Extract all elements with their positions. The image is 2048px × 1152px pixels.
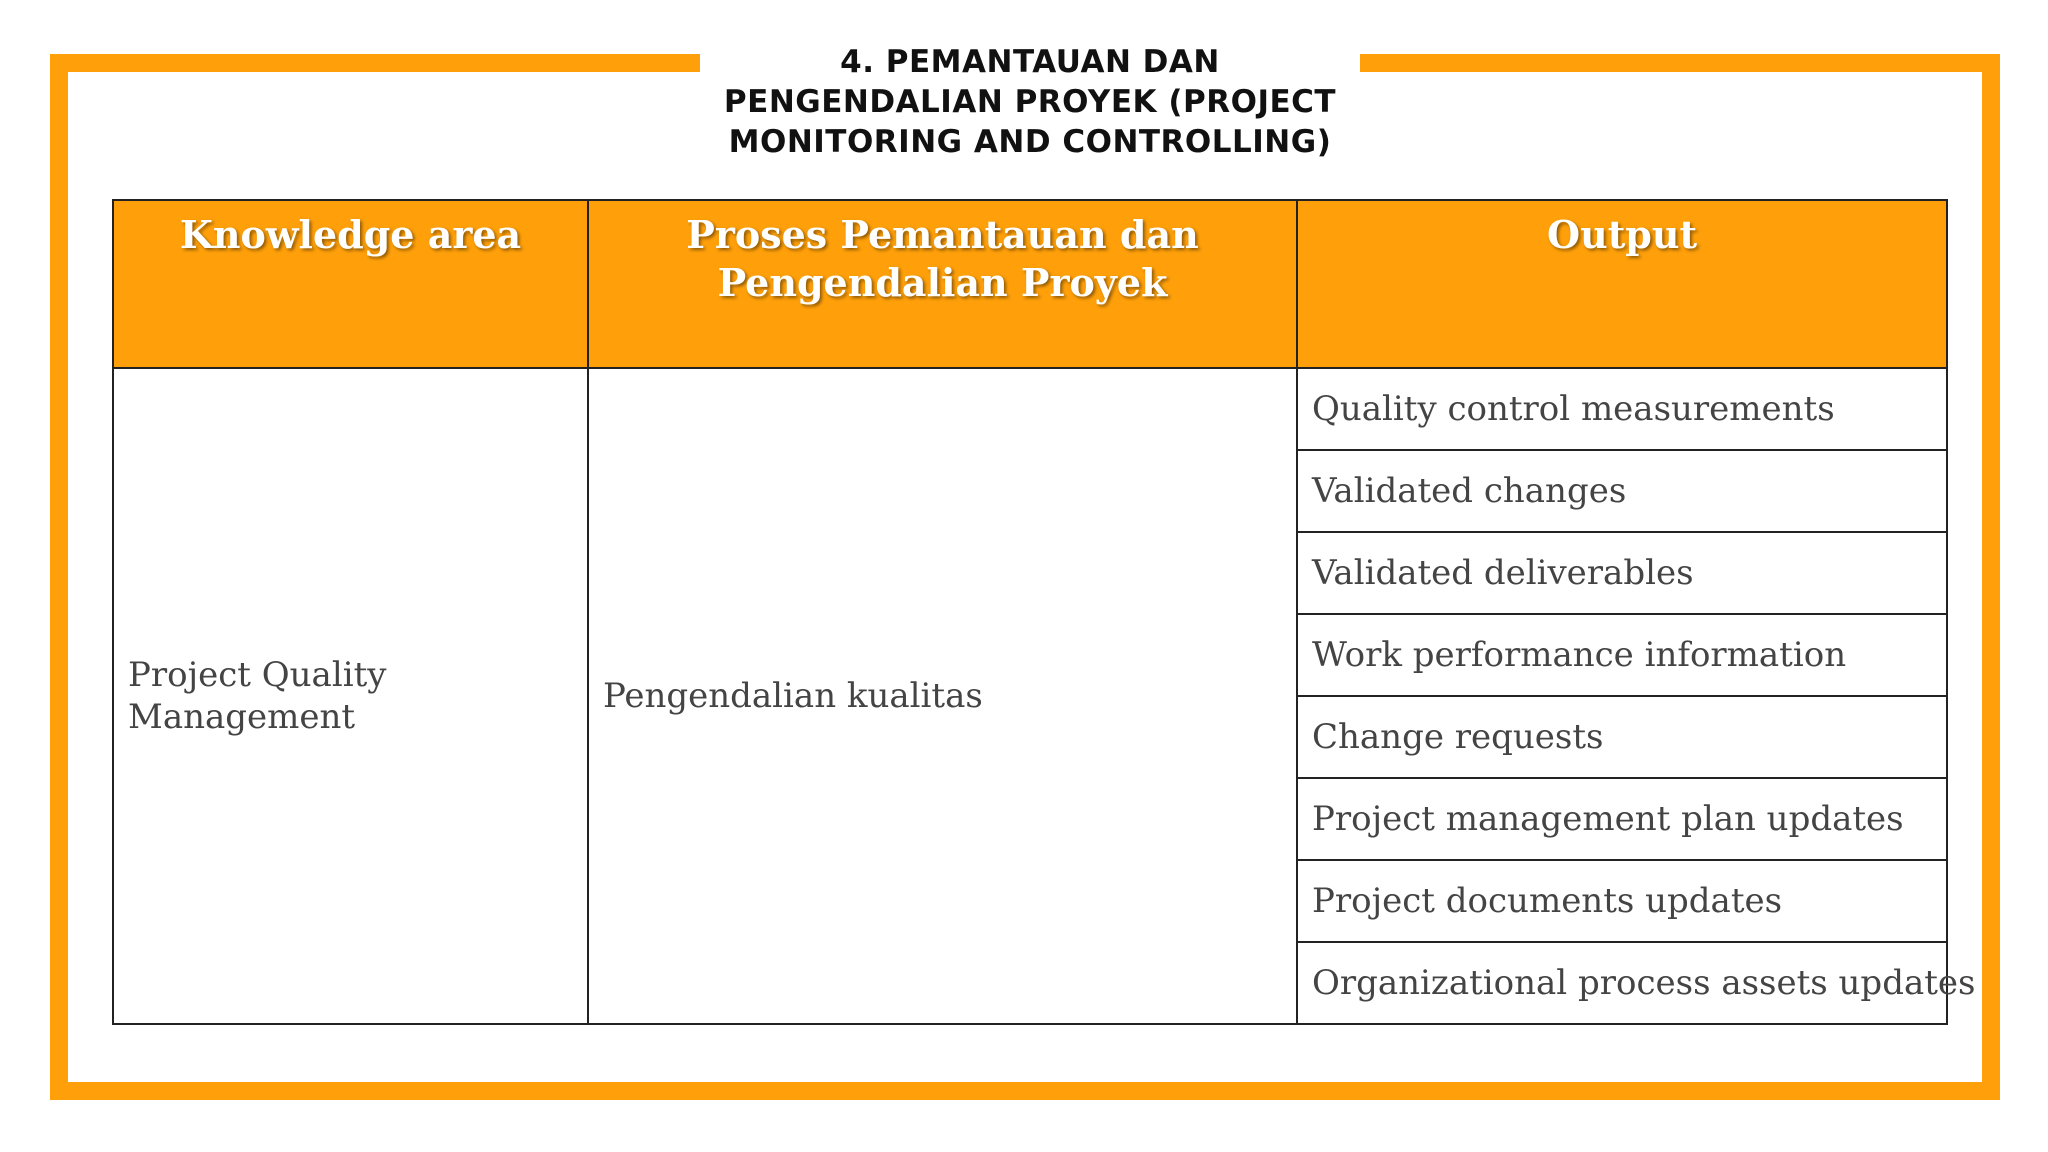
header-output-label: Output (1546, 212, 1698, 257)
output-cell: Validated deliverables (1297, 532, 1947, 614)
slide-title-line-3: MONITORING AND CONTROLLING) (728, 124, 1332, 160)
header-output (1297, 200, 1947, 368)
header-knowledge-area (113, 200, 588, 368)
knowledge-area-text-line-2: Management (128, 697, 356, 737)
knowledge-area-text-line-1: Project Quality (128, 655, 387, 695)
slide-title (700, 42, 1360, 162)
output-cell: Project management plan updates (1297, 778, 1947, 860)
output-cell: Project documents updates (1297, 860, 1947, 942)
output-cell: Validated changes (1297, 450, 1947, 532)
header-process-label-line-2: Pengendalian Proyek (717, 260, 1168, 305)
output-cell: Organizational process assets updates (1297, 942, 1947, 1024)
table-row (113, 368, 1947, 450)
table-header-row (113, 200, 1947, 368)
slide-title-line-2: PENGENDALIAN PROYEK (PROJECT (723, 84, 1337, 120)
header-process-label-line-1: Proses Pemantauan dan (686, 212, 1199, 257)
output-cell: Quality control measurements (1297, 368, 1947, 450)
output-cell: Change requests (1297, 696, 1947, 778)
header-knowledge-area-label: Knowledge area (179, 212, 522, 257)
process-text: Pengendalian kualitas (603, 676, 983, 716)
process-cell (588, 368, 1297, 1024)
header-process (588, 200, 1297, 368)
process-table (112, 199, 1976, 1025)
knowledge-area-cell (113, 368, 588, 1024)
slide-title-line-1: 4. PEMANTAUAN DAN (840, 44, 1220, 80)
output-cell: Work performance information (1297, 614, 1947, 696)
